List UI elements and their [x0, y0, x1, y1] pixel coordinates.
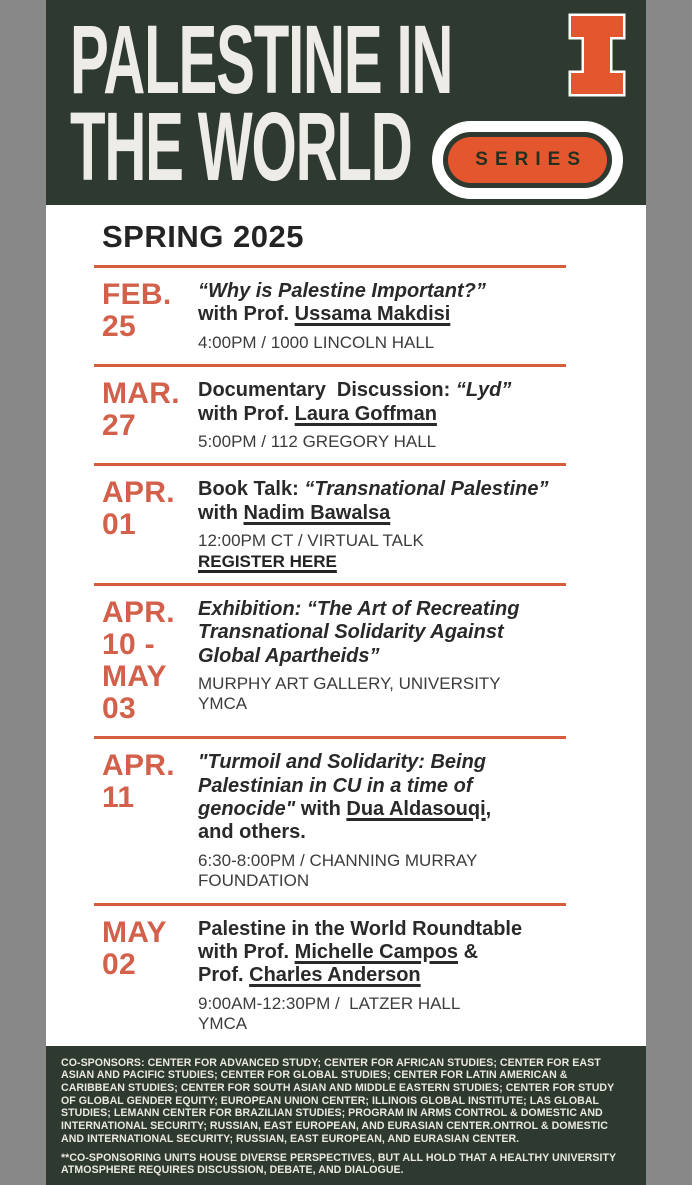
series-badge	[432, 121, 623, 199]
event-row	[94, 586, 646, 736]
event-date-line: APR.	[102, 749, 175, 783]
event-details	[198, 432, 510, 452]
series-badge-label: SERIES	[475, 149, 587, 170]
event-date-line: FEB.	[102, 278, 172, 311]
event-title-text: "Turmoil and Solidarity: Being Palestinian in CU in a time of genocide"	[198, 751, 492, 821]
event-row	[94, 367, 646, 463]
event-title-text: with	[300, 798, 347, 821]
event-list	[94, 265, 646, 1046]
event-list-section	[46, 205, 646, 1046]
event-date-line: 27	[102, 409, 136, 443]
event-title	[198, 751, 560, 845]
event-time-location: MURPHY ART GALLERY, UNIVERSITY YMCA	[198, 674, 505, 714]
event-title-text: Palestine in the World Roundtable	[198, 917, 523, 940]
speaker-link[interactable]: Nadim Bawalsa	[243, 501, 391, 524]
event-date	[94, 378, 198, 452]
event-row	[94, 906, 646, 1046]
speaker-link[interactable]: Ussama Makdisi	[294, 303, 451, 326]
cosponsor-note-text: **CO-SPONSORING UNITS HOUSE DIVERSE PERSPECTIVES, BUT ALL HOLD THAT A HEALTHY UNIVERSITY ATMOSPHERE REQUIRES DISCUSSION, DEBATE, AND DIALOGUE.	[61, 1151, 616, 1177]
event-date	[94, 477, 198, 572]
event-date-line: 10 -	[102, 628, 155, 661]
event-date-line: MAY	[102, 660, 167, 694]
event-date	[94, 597, 198, 725]
event-date-line: MAR.	[102, 377, 180, 411]
event-date-line: 03	[102, 692, 136, 726]
event-content	[198, 477, 646, 572]
event-content	[198, 917, 646, 1035]
event-details	[198, 994, 510, 1035]
event-content	[198, 597, 646, 725]
event-poster	[46, 0, 646, 1177]
speaker-link[interactable]: Charles Anderson	[249, 964, 421, 987]
event-content	[198, 378, 646, 452]
event-row	[94, 268, 646, 364]
poster-title-line1: PALESTINE IN	[70, 5, 453, 114]
event-date	[94, 279, 198, 353]
event-details	[198, 531, 510, 572]
series-badge-pill	[448, 137, 607, 183]
event-title	[198, 918, 560, 988]
illinois-block-i-icon	[567, 13, 627, 97]
event-date	[94, 917, 198, 1035]
poster-title-line2: THE WORLD	[70, 92, 412, 202]
event-date	[94, 750, 198, 891]
event-content	[198, 279, 646, 353]
event-time-location: 12:00PM CT / VIRTUAL TALK	[198, 531, 424, 551]
event-time-location: 5:00PM / 112 GREGORY HALL	[198, 431, 437, 451]
event-date-line: 02	[102, 947, 136, 981]
event-title-text: “Why is Palestine Important?”	[198, 280, 486, 302]
event-row	[94, 466, 646, 583]
event-title-text: “Transnational Palestine”	[304, 478, 549, 501]
event-time-location: 4:00PM / 1000 LINCOLN HALL	[198, 332, 435, 352]
event-content	[198, 750, 646, 891]
event-title-text: Exhibition: “The Art of Recreating Transnational Solidarity Against Global Apartheids”	[198, 597, 526, 667]
event-time-location: 9:00AM-12:30PM / LATZER HALL YMCA	[198, 993, 465, 1034]
event-date-line: APR.	[102, 476, 175, 510]
speaker-link[interactable]: Michelle Campos	[294, 941, 459, 964]
event-title-text: &	[458, 941, 479, 964]
event-title	[198, 379, 560, 426]
event-title-text: “Lyd”	[455, 379, 512, 402]
event-title	[198, 478, 560, 525]
season-heading: SPRING 2025	[102, 219, 304, 254]
speaker-link[interactable]: Laura Goffman	[294, 402, 437, 425]
event-row	[94, 739, 646, 902]
event-date-line: 01	[102, 508, 136, 542]
cosponsors-text: CO-SPONSORS: CENTER FOR ADVANCED STUDY; CENTER FOR AFRICAN STUDIES; CENTER FOR EAST ASIAN AND PACIFIC STUDIES; CENTER FOR GLOBAL STUDIES; CENTER FOR LATIN AMERICAN & CARIBBEAN STUDIES; CENTER FOR SOUTH ASIAN AND MIDDLE EASTERN STUDIES; CENTER FOR STUDY OF GLOBAL GENDER EQUITY; EUROPEAN UNION CENTER; ILLINOIS GLOBAL INSTITUTE; LAS GLOBAL STUDIES; LEMANN CENTER FOR BRAZILIAN STUDIES; PROGRAM IN ARMS CONTROL & DOMESTIC AND INTERNATIONAL SECURITY; RUSSIAN, EAST EUROPEAN, AND EURASIAN CENTER.ONTROL & DOMESTIC AND INTERNATIONAL SECURITY; RUSSIAN, EAST EUROPEAN, AND EURASIAN CENTER.	[61, 1056, 615, 1145]
event-title-text: with Prof.	[198, 941, 295, 964]
event-date-line: APR.	[102, 595, 175, 629]
register-link[interactable]: REGISTER HERE	[198, 551, 337, 571]
event-title-text: Prof.	[198, 964, 250, 987]
speaker-link[interactable]: Dua Aldasouqi	[346, 798, 486, 821]
event-title-text: Documentary Discussion:	[198, 379, 456, 402]
event-title-text: ,	[485, 798, 492, 821]
poster-footer	[46, 1046, 646, 1185]
event-date-line: 11	[102, 781, 135, 815]
poster-header	[46, 0, 646, 205]
event-details	[198, 333, 510, 353]
event-date-line: MAY	[102, 915, 167, 949]
event-title-text: with Prof.	[198, 402, 295, 425]
event-date-line: 25	[102, 310, 136, 344]
event-title	[198, 598, 560, 668]
event-title-text: with Prof.	[198, 303, 295, 326]
event-title-text: Book Talk:	[198, 478, 305, 501]
event-title-text: with	[198, 501, 244, 524]
event-time-location: 6:30-8:00PM / CHANNING MURRAY FOUNDATION	[198, 850, 482, 891]
event-details	[198, 674, 510, 715]
event-title-text: and others.	[198, 821, 306, 844]
event-details	[198, 851, 510, 892]
event-title	[198, 280, 560, 327]
